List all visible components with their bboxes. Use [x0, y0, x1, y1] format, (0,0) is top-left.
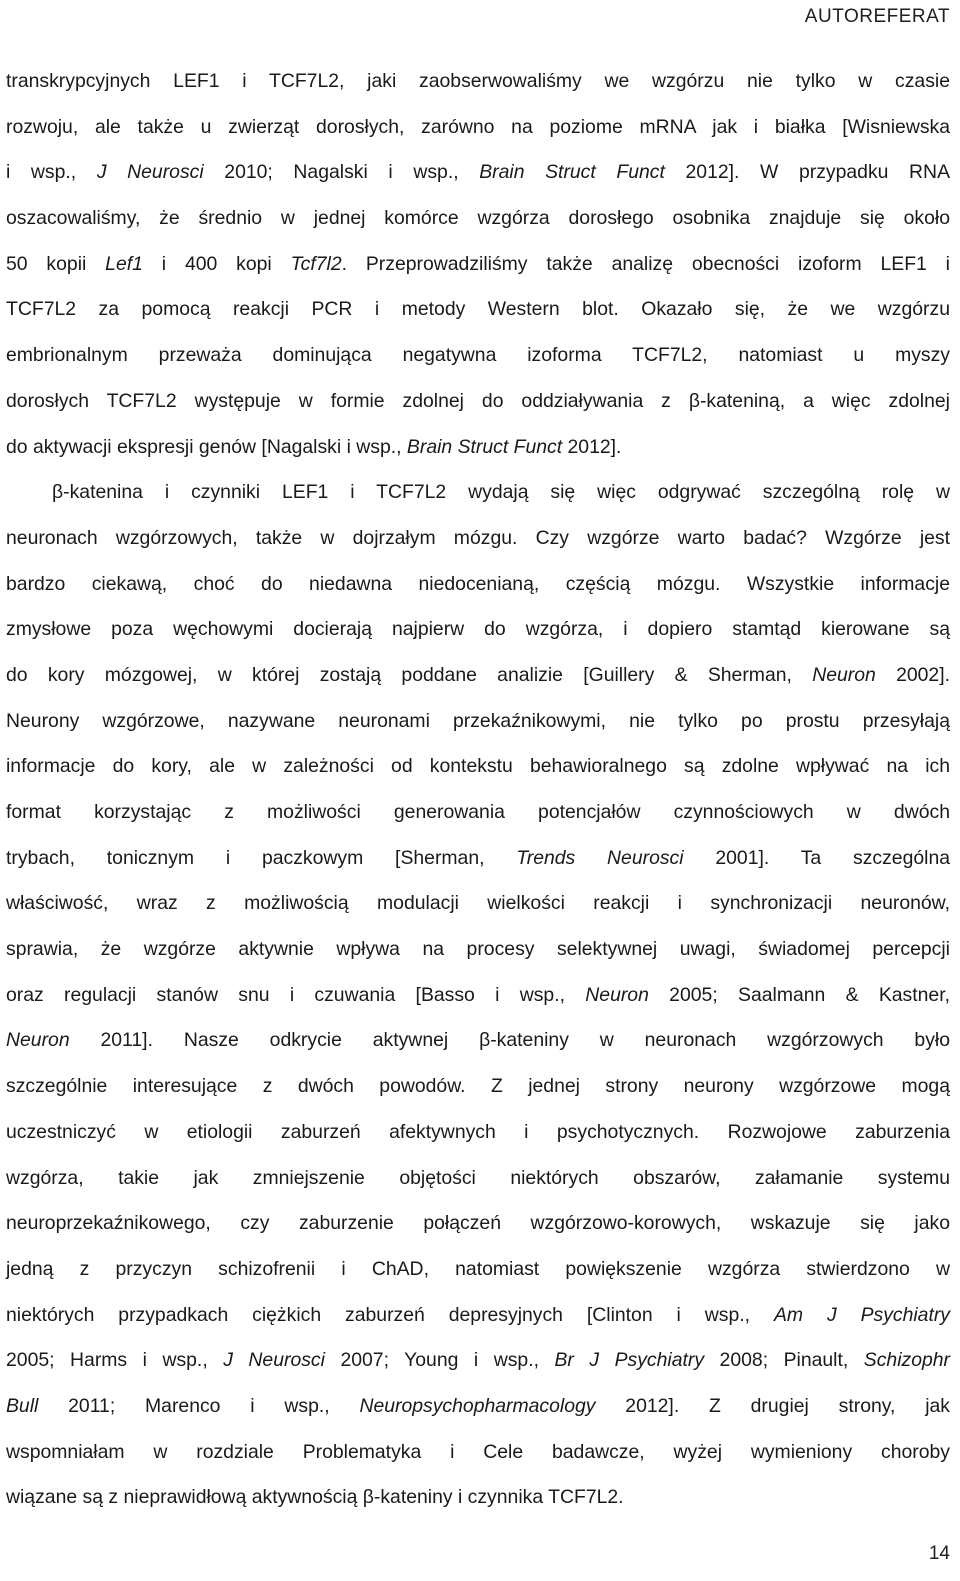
text-run: i wsp., [6, 161, 97, 184]
citation-italic: J Neurosci [96, 161, 204, 184]
text-run: oszacowaliśmy, że średnio w jednej komórce wzgórza dorosłego osobnika znajduje się około [6, 207, 950, 230]
text-line [6, 470, 950, 516]
text-run: jedną z przyczyn schizofrenii i ChAD, natomiast powiększenie wzgórza stwierdzono w [6, 1257, 950, 1280]
text-line [6, 333, 950, 379]
text-run: szczególnie interesujące z dwóch powodów. Z jednej strony neurony wzgórzowe mogą [6, 1075, 950, 1098]
text-line [6, 927, 950, 973]
text-run: neuronach wzgórzowych, także w dojrzałym mózgu. Czy wzgórze warto badać? Wzgórze jest [6, 526, 950, 549]
text-run: 2001]. Ta szczególna [683, 846, 951, 869]
text-line [6, 1110, 950, 1156]
text-run: 2011; Marenco i wsp., [38, 1394, 360, 1417]
text-line [6, 653, 950, 699]
text-line [6, 1156, 950, 1202]
text-line [6, 1247, 950, 1293]
text-line [6, 1064, 950, 1110]
text-run: 2012]. Z drugiej strony, jak [595, 1394, 950, 1417]
text-run: format korzystając z możliwości generowania potencjałów czynnościowych w dwóch [6, 801, 950, 823]
text-line [6, 881, 950, 927]
text-line [6, 1293, 950, 1339]
text-run: rozwoju, ale także u zwierząt dorosłych, zarówno na poziome mRNA jak i białka [Wisniewska [6, 115, 950, 138]
citation-italic: Brain Struct Funct [406, 435, 563, 458]
text-run: 2010; Nagalski i wsp., [203, 161, 480, 184]
text-run: wspomniałam w rozdziale Problematyka i Cele badawcze, wyżej wymieniony choroby [6, 1440, 950, 1463]
text-line [6, 196, 950, 242]
text-run: β-katenina i czynniki LEF1 i TCF7L2 wydają się więc odgrywać szczególną rolę w [52, 481, 950, 504]
citation-italic: Brain Struct Funct [479, 161, 665, 184]
citation-italic: Neuropsychopharmacology [359, 1394, 596, 1417]
page-number: 14 [928, 1543, 950, 1564]
text-run: wzgórza, takie jak zmniejszenie objętości niektórych obszarów, załamanie systemu [6, 1166, 950, 1189]
text-run: 2008; Pinault, [704, 1349, 864, 1372]
text-line [6, 287, 950, 333]
text-run: zmysłowe poza węchowymi docierają najpierw do wzgórza, i dopiero stamtąd kierowane są [6, 618, 950, 641]
text-line [6, 1430, 950, 1476]
text-line [6, 242, 950, 288]
text-line [6, 699, 950, 745]
citation-italic: Am J Psychiatry [773, 1303, 951, 1326]
text-run: 2012]. W przypadku RNA [664, 161, 950, 184]
citation-italic: Lef1 [105, 252, 143, 275]
citation-italic: Neuron [585, 983, 649, 1006]
text-line [6, 1201, 950, 1247]
text-run: 2007; Young i wsp., [324, 1349, 555, 1372]
text-line [6, 973, 950, 1019]
text-line [6, 59, 950, 105]
citation-italic: Schizophr [863, 1349, 951, 1372]
citation-italic: Tcf7l2 [290, 252, 342, 275]
text-run: embrionalnym przeważa dominująca negatywna izoforma TCF7L2, natomiast u myszy [6, 344, 950, 367]
text-run: uczestniczyć w etiologii zaburzeń afektywnych i psychotycznych. Rozwojowe zaburzenia [6, 1120, 950, 1143]
text-run: bardzo ciekawą, choć do niedawna niedocenianą, częścią mózgu. Wszystkie informacje [6, 572, 950, 595]
text-run: sprawia, że wzgórze aktywnie wpływa na procesy selektywnej uwagi, świadomej percepcji [6, 938, 950, 961]
text-run: do aktywacji ekspresji genów [Nagalski i wsp., [6, 435, 407, 458]
citation-italic: Trends Neurosci [516, 846, 684, 869]
document-body [6, 59, 950, 1521]
text-line [6, 744, 950, 790]
text-run: i 400 kopi [142, 252, 291, 275]
text-run: Neurony wzgórzowe, nazywane neuronami przekaźnikowymi, nie tylko po prostu przesyłają [6, 709, 950, 732]
text-run: do kory mózgowej, w której zostają poddane analizie [Guillery & Sherman, [6, 663, 813, 686]
text-run: wiązane są z nieprawidłową aktywnością β-kateniny i czynnika TCF7L2. [6, 1486, 624, 1509]
page-header: AUTOREFERAT [804, 6, 950, 27]
text-run: TCF7L2 za pomocą reakcji PCR i metody Western blot. Okazało się, że we wzgórzu [6, 298, 950, 321]
citation-italic: Bull [6, 1394, 39, 1417]
text-line [6, 1338, 950, 1384]
citation-italic: Br J Psychiatry [554, 1349, 705, 1372]
text-run: 2011]. Nasze odkrycie aktywnej β-kateniny w neuronach wzgórzowych było [69, 1029, 950, 1052]
text-line [6, 379, 950, 425]
text-line [6, 425, 950, 471]
text-run: niektórych przypadkach ciężkich zaburzeń depresyjnych [Clinton i wsp., [6, 1303, 774, 1326]
citation-italic: Neuron [6, 1029, 70, 1052]
text-run: dorosłych TCF7L2 występuje w formie zdolnej do oddziaływania z β-kateniną, a więc zdolnej [6, 389, 950, 412]
text-run: transkrypcyjnych LEF1 i TCF7L2, jaki zaobserwowaliśmy we wzgórzu nie tylko w czasie [6, 70, 950, 92]
text-line [6, 105, 950, 151]
text-run: właściwość, wraz z możliwością modulacji wielkości reakcji i synchronizacji neuronów, [6, 892, 950, 915]
text-run: . Przeprowadziliśmy także analizę obecności izoform LEF1 i [341, 252, 950, 275]
text-run: 2012]. [562, 435, 622, 458]
text-line [6, 562, 950, 608]
text-run: 2002]. [875, 663, 950, 686]
text-run: 2005; Harms i wsp., [6, 1349, 224, 1372]
text-run: neuroprzekaźnikowego, czy zaburzenie połączeń wzgórzowo-korowych, wskazuje się jako [6, 1212, 950, 1235]
text-line [6, 1475, 950, 1521]
text-run: informacje do kory, ale w zależności od kontekstu behawioralnego są zdolne wpływać na ich [6, 755, 950, 778]
citation-italic: Neuron [812, 663, 876, 686]
text-run: 2005; Saalmann & Kastner, [648, 983, 950, 1006]
text-run: oraz regulacji stanów snu i czuwania [Basso i wsp., [6, 983, 586, 1006]
text-line [6, 607, 950, 653]
text-line [6, 790, 950, 836]
text-run: trybach, tonicznym i paczkowym [Sherman, [6, 846, 517, 869]
text-line [6, 836, 950, 882]
text-line [6, 516, 950, 562]
text-line [6, 1384, 950, 1430]
text-run: 50 kopii [6, 252, 106, 275]
text-line [6, 150, 950, 196]
citation-italic: J Neurosci [223, 1349, 325, 1372]
text-line [6, 1018, 950, 1064]
